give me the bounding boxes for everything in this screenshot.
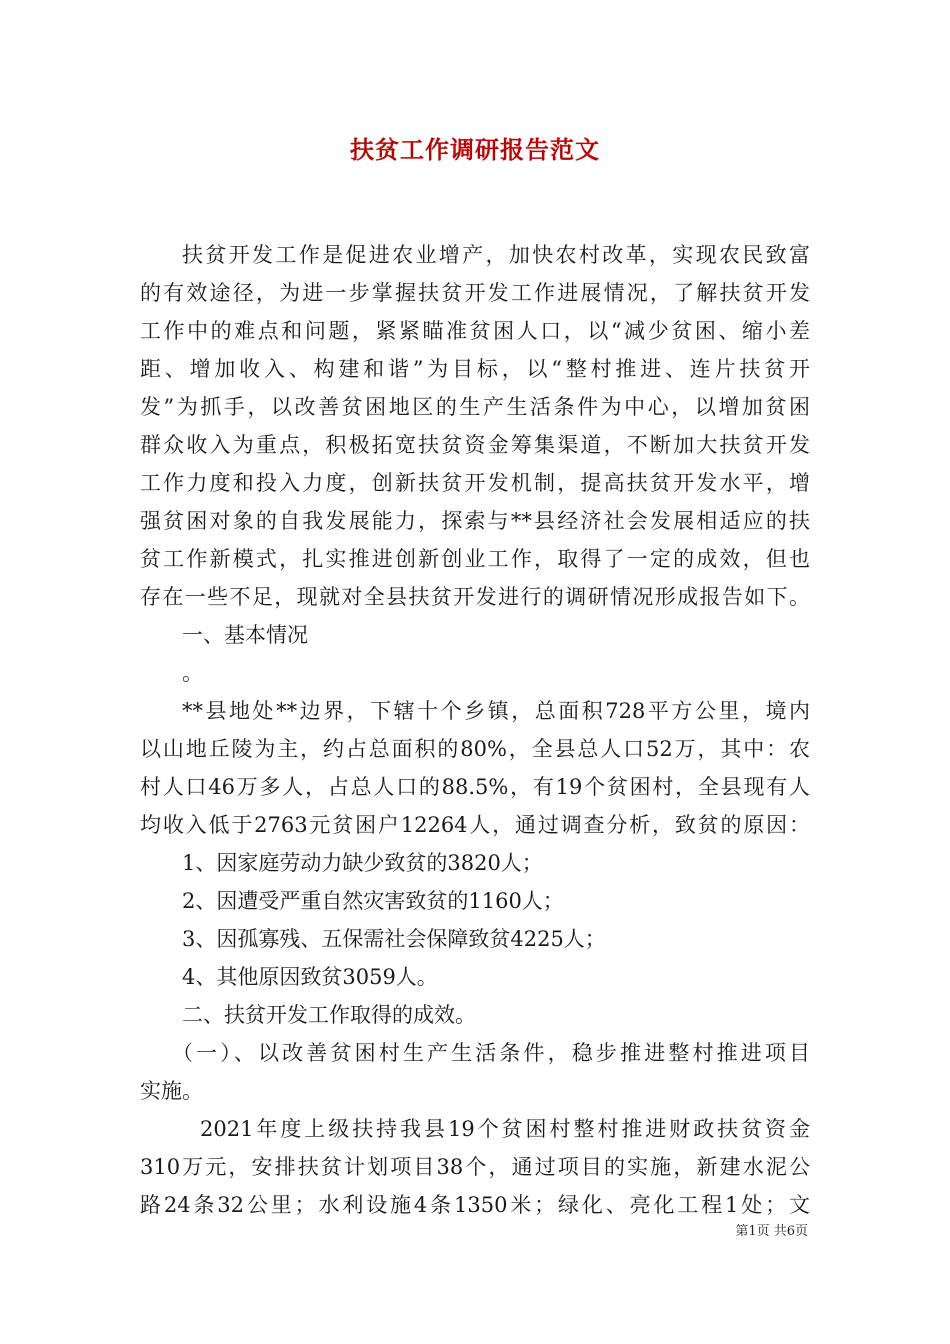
text-line: 2021年度上级扶持我县19个贫困村整村推进财政扶贫资金: [200, 1117, 810, 1141]
text-line: 以山地丘陵为主，约占总面积的80%，全县总人口52万，其中：农: [140, 737, 810, 761]
text-line: **县地处**边界，下辖十个乡镇，总面积728平方公里，境内: [182, 699, 810, 723]
page-number: 第1页 共6页: [735, 1224, 808, 1239]
text-line: 2、因遭受严重自然灾害致贫的1160人；: [182, 889, 564, 913]
document-title: 扶贫工作调研报告范文: [350, 135, 600, 164]
text-line: 均收入低于2763元贫困户12264人，通过调查分析，致贫的原因：: [140, 813, 810, 837]
text-line: 工作力度和投入力度，创新扶贫开发机制，提高扶贫开发水平，增: [140, 471, 810, 495]
text-line: 实施。: [140, 1079, 203, 1103]
text-line: 的有效途径，为进一步掌握扶贫开发工作进展情况，了解扶贫开发: [140, 281, 810, 305]
text-line: 4、其他原因致贫3059人。: [182, 965, 438, 989]
text-line: 二、扶贫开发工作取得的成效。: [182, 1003, 476, 1027]
text-line: 强贫困对象的自我发展能力，探索与**县经济社会发展相适应的扶: [140, 509, 810, 533]
text-line: 工作中的难点和问题，紧紧瞄准贫困人口，以“减少贫困、缩小差: [140, 319, 810, 343]
document-body: [140, 236, 810, 1224]
text-line: 路24条32公里；水利设施4条1350米；绿化、亮化工程1处；文: [140, 1193, 810, 1217]
text-line: 发”为抓手，以改善贫困地区的生产生活条件为中心，以增加贫困: [140, 395, 810, 419]
text-line: 扶贫开发工作是促进农业增产，加快农村改革，实现农民致富: [182, 243, 810, 267]
text-line: 一、基本情况: [182, 623, 308, 647]
text-line: 贫工作新模式，扎实推进创新创业工作，取得了一定的成效，但也: [140, 547, 810, 571]
text-line: 距、增加收入、构建和谐”为目标，以“整村推进、连片扶贫开: [140, 357, 810, 381]
text-line: 3、因孤寡残、五保需社会保障致贫4225人；: [182, 927, 606, 951]
text-line: 。: [182, 661, 203, 685]
text-line: 310万元，安排扶贫计划项目38个，通过项目的实施，新建水泥公: [140, 1155, 810, 1179]
text-line: 1、因家庭劳动力缺少致贫的3820人；: [182, 851, 543, 875]
text-line: 群众收入为重点，积极拓宽扶贫资金筹集渠道，不断加大扶贫开发: [140, 433, 810, 457]
text-line: 村人口46万多人，占总人口的88.5%，有19个贫困村，全县现有人: [140, 775, 810, 799]
text-line: 存在一些不足，现就对全县扶贫开发进行的调研情况形成报告如下。: [140, 585, 810, 609]
text-line: （一）、以改善贫困村生产生活条件，稳步推进整村推进项目: [172, 1041, 810, 1065]
